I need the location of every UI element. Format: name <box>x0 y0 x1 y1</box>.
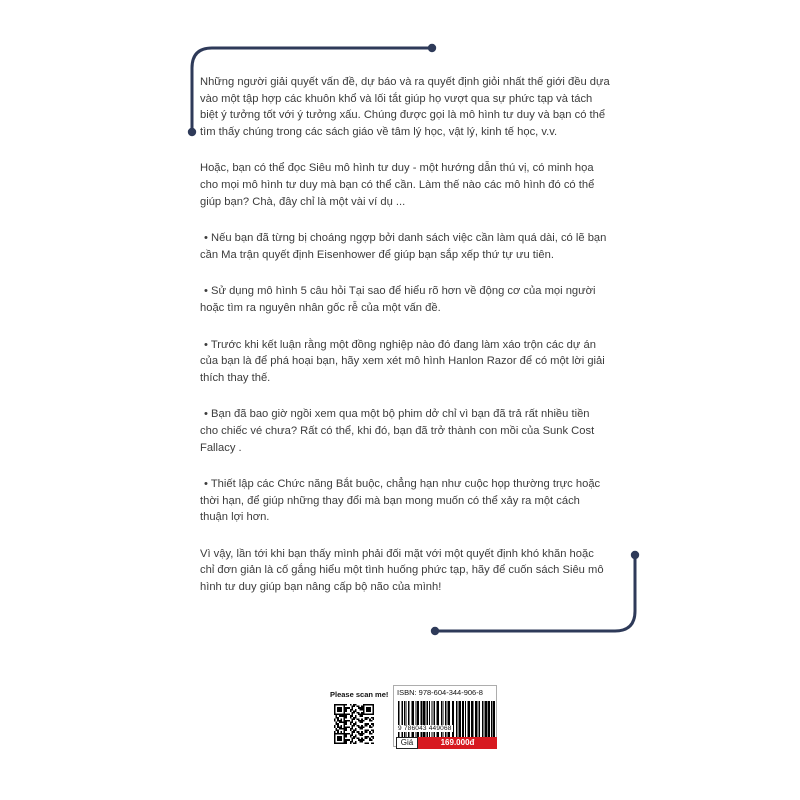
paragraph-intro: Những người giải quyết vấn đề, dự báo và ra quyết định giỏi nhất thế giới đều dựa vào một tập hợp các khuôn khổ và lối tắt giúp họ vượt qua sự phức tạp và tách biệt ý tưởng tốt với ý tưởng xấu. Chúng được gọi là mô hình tư duy và bạn có thể tìm thấy chúng trong các sách giáo về tâm lý học, vật lý, kinh tế học, v.v. <box>200 76 610 138</box>
bullet-eisenhower: • Nếu bạn đã từng bị choáng ngợp bởi danh sách việc cần làm quá dài, có lẽ bạn cần Ma trận quyết định Eisenhower để giúp bạn sắp xếp thứ tự ưu tiên. <box>200 232 607 261</box>
price-value: 169.000đ <box>418 737 497 749</box>
price-tag <box>396 737 497 749</box>
bullet-forcing-functions: • Thiết lập các Chức năng Bắt buộc, chẳng hạn như cuộc họp thường trực hoặc thời hạn, để giúp những thay đổi mà bạn mong muốn có thể xảy ra một cách thuận lợi hơn. <box>200 478 601 524</box>
paragraph-closing: Vì vậy, lần tới khi bạn thấy mình phải đối mặt với một quyết định khó khăn hoặc chỉ đơn giản là cố gắng hiểu một tình huống phức tạp, hãy để cuốn sách Siêu mô hình tư duy giúp bạn nâng cấp bộ não của mình! <box>200 547 604 594</box>
bullet-hanlon-razor: • Trước khi kết luận rằng một đồng nghiệp nào đó đang làm xáo trộn các dự án của bạn là để phá hoại bạn, hãy xem xét mô hình Hanlon Razor để có một lời giải thích thay thế. <box>200 338 605 384</box>
isbn-text: ISBN: 978-604-344-906-8 <box>397 688 483 697</box>
scan-label: Please scan me! <box>330 690 389 699</box>
bullet-sunk-cost: • Bạn đã bao giờ ngồi xem qua một bộ phim dở chỉ vì bạn đã trả rất nhiều tiền cho chiếc vé chưa? Rất có thể, khi đó, bạn đã trở thành con mồi của Sunk Cost Fallacy . <box>200 408 595 454</box>
bullet-5-whys: • Sử dụng mô hình 5 câu hỏi Tại sao để hiểu rõ hơn về động cơ của mọi người hoặc tìm ra nguyên nhân gốc rễ của một vấn đề. <box>200 285 596 314</box>
qr-code[interactable] <box>334 704 374 744</box>
paragraph-book: Hoặc, bạn có thể đọc Siêu mô hình tư duy - một hướng dẫn thú vị, có minh họa cho mọi mô hình tư duy mà bạn có thể cần. Làm thế nào các mô hình đó có thể giúp bạn? Chà, đây chỉ là một vài ví dụ ... <box>200 162 595 208</box>
price-label: Giá <box>396 737 418 749</box>
barcode-digits: 9 786043 449068 <box>398 725 452 732</box>
back-cover-text <box>200 74 610 596</box>
